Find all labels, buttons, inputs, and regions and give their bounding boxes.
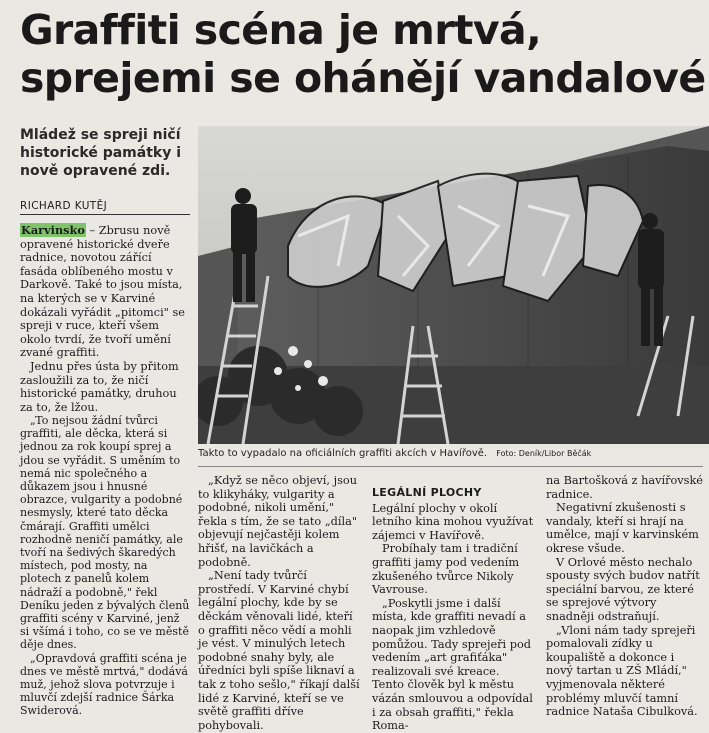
graffiti-photo: [198, 126, 709, 444]
paragraph: „Opravdová graffiti scéna je dnes ve městě mrtvá," dodává muž, jehož slova potvrzuje i mluvčí zdejší radnice Šárka Swiderová.: [20, 651, 188, 718]
paragraph: Probíhaly tam i tradiční graffiti jamy pod vedením zkušeného tvůrce Nikoly Vavrouse.: [372, 542, 520, 597]
photo-caption: [198, 448, 703, 459]
photo-credit: Foto: Deník/Libor Běčák: [496, 449, 592, 458]
lead-paragraph: Mládež se spreji ničí historické památky i nově opravené zdi.: [20, 127, 182, 179]
paragraph-text: – Zbrusu nově opravené historické dveře radnice, novotou zářící fasáda oblíbeného mostu v Darkově. Také to jsou místa, na kterých se v Karviné dokázali vyřádit „pitomci" se spreji v ruce, kteří všem okolo tvrdí, že tvoří umění zvané graffiti.: [20, 224, 185, 360]
paragraph: „Poskytli jsme i další místa, kde graffiti nevadí a naopak jim vzhledově pomůžou. Tady sprejeři pod vedením „art grafiťáka" realizovali své kreace. Tento člověk byl k městu vázán smlouvou a odpovídal i za obsah graffiti," řekla Roma-: [372, 596, 533, 733]
graffiti-photo-illustration: [198, 126, 709, 444]
place-highlight: Karvinsko: [21, 223, 85, 237]
paragraph: V Orlové město nechalo spousty svých budov natřít speciální barvou, ze které se sprejové výtvory snadněji odstraňují.: [546, 555, 700, 623]
paragraph: „Není tady tvůrčí prostředí. V Karviné chybí legální plochy, kde by se děckám věnovali lidé, kteří o graffiti něco vědí a mohli je vést. V minulých letech podobné snahy byly, ale úředníci byli spíše liknaví a tak z toho sešlo," říkají další lidé z Karviné, kteří se ve světě graffiti dříve pohybovali.: [198, 569, 360, 732]
paragraph: Negativní zkušenosti s vandaly, kteří si hrají na umělce, mají v karvinském okrese všude.: [546, 501, 699, 555]
paragraph: „Vloni nám tady sprejeři pomalovali zídky u koupaliště a dokonce i nový tartan u ZŠ Mládí," vyjmenovala některé problémy mluvčí tamní radnice Nataša Cibulková.: [546, 623, 698, 719]
article-column-4: [546, 474, 704, 719]
paragraph: „Když se něco objeví, jsou to klikyháky, vulgarity a podobné, nikoli umění," řekla s tím, že se tato „díla" objevují nejčastěji kolem hřišť, na lavičkách a podobně.: [198, 474, 358, 569]
caption-divider: [198, 466, 703, 467]
paragraph: Legální plochy v okolí letního kina mohou využívat zájemci v Havířově.: [372, 501, 534, 542]
headline-line-1: Graffiti scéna je mrtvá,: [20, 6, 542, 54]
subheading: LEGÁLNÍ PLOCHY: [372, 486, 482, 499]
paragraph: „To nejsou žádní tvůrci graffiti, ale děcka, která si jednou za rok koupí sprej a jdou se vyřádit. S uměním to nemá nic společného a důkazem jsou i hnusné obrazce, vulgarity a podobné nesmysly, které tato děcka čmárají. Graffiti umělci rozhodně neničí památky, ale tvoří na šedivých škaredých místech, pod mosty, na plotech z panelů kolem nádraží a podobně," řekl Deníku jeden z bývalých členů graffiti scény v Karviné, jenž si všímá i toho, co se ve městě děje dnes.: [20, 414, 190, 652]
article-column-1: [20, 224, 190, 414]
caption-text: Takto to vypadalo na oficiálních graffiti akcích v Havířově.: [198, 448, 488, 459]
paragraph: [20, 224, 190, 360]
author-byline: RICHARD KUTĚJ: [20, 200, 190, 215]
paragraph: na Bartošková z havířovské radnice.: [546, 474, 703, 501]
paragraph: Jednu přes ústa by přitom zasloužili za to, že ničí historické památky, druhou za to, že lžou.: [20, 359, 179, 414]
headline-line-2: sprejemi se ohánějí vandalové: [20, 54, 706, 102]
article-column-3: [372, 486, 534, 733]
article-column-2: [198, 474, 360, 732]
article-column-1-lower: [20, 414, 190, 718]
headline: [20, 6, 706, 102]
